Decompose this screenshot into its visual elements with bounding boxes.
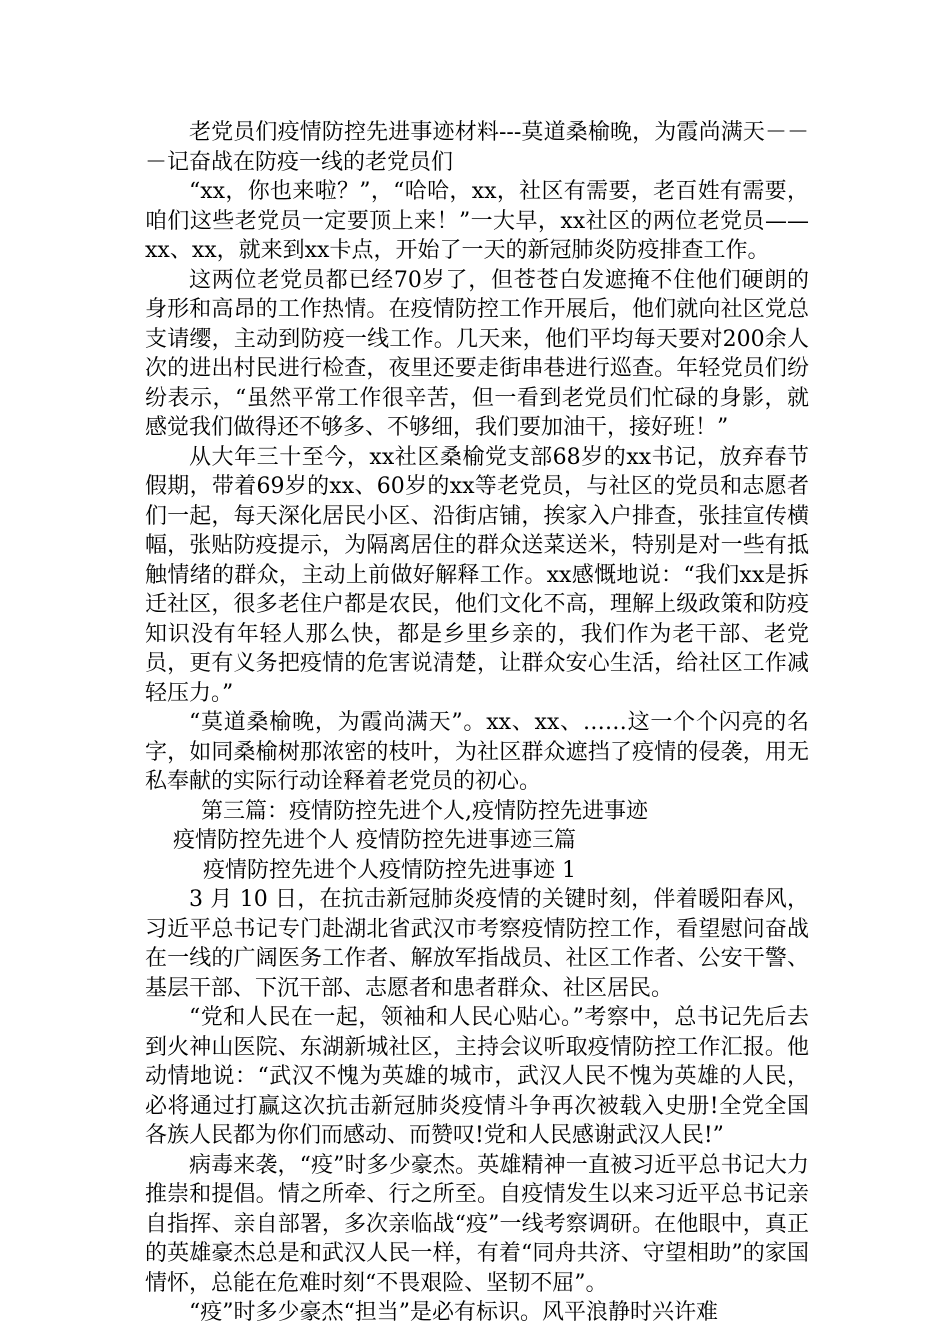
- paragraph: “疫”时多少豪杰“担当”是必有标识。风平浪静时兴许难: [189, 1300, 718, 1325]
- paragraph: “党和人民在一起，领袖和人民心贴心。”考察中，总书记先后去到火神山医院、东湖新城社区，主持会议听取疫情防控工作汇报。他动情地说：“武汉不愧为英雄的城市，武汉人民不愧为英雄的人民，必将通过打赢这次抗击新冠肺炎疫情斗争再次被载入史册!全党全国各族人民都为你们而感动、而赞叹!党和人民感谢武汉人民!”: [145, 1005, 809, 1148]
- article-heading: 疫情防控先进个人疫情防控先进事迹 1: [203, 857, 576, 883]
- paragraph: 这两位老党员都已经70岁了，但苍苍白发遮掩不住他们硬朗的身形和高昂的工作热情。在疫情防控工作开展后，他们就向社区党总支请缨，主动到防疫一线工作。几天来，他们平均每天要对200余人次的进出村民进行检查，夜里还要走街串巷进行巡查。年轻党员们纷纷表示，“虽然平常工作很辛苦，但一看到老党员们忙碌的身影，就感觉我们做得还不够多、不够细，我们要加油干，接好班！”: [145, 267, 809, 440]
- document-title: 老党员们疫情防控先进事迹材料---莫道桑榆晚，为霞尚满天－－－记奋战在防疫一线的老党员们: [145, 120, 809, 175]
- paragraph: 3 月 10 日，在抗击新冠肺炎疫情的关键时刻，伴着暖阳春风，习近平总书记专门赴湖北省武汉市考察疫情防控工作，看望慰问奋战在一线的广阔医务工作者、解放军指战员、社区工作者、公安干警、基层干部、下沉干部、志愿者和患者群众、社区居民。: [145, 887, 809, 1001]
- paragraph: 病毒来袭，“疫”时多少豪杰。英雄精神一直被习近平总书记大力推崇和提倡。情之所牵、行之所至。自疫情发生以来习近平总书记亲自指挥、亲自部署，多次亲临战“疫”一线考察调研。在他眼中，真正的英雄豪杰总是和武汉人民一样，有着“同舟共济、守望相助”的家国情怀，总能在危难时刻“不畏艰险、坚韧不屈”。: [145, 1152, 809, 1296]
- paragraph: “莫道桑榆晚，为霞尚满天”。xx、xx、……这一个个闪亮的名字，如同桑榆树那浓密的枝叶，为社区群众遮挡了疫情的侵袭，用无私奉献的实际行动诠释着老党员的初心。: [145, 710, 809, 794]
- section-heading: 第三篇：疫情防控先进个人,疫情防控先进事迹: [201, 798, 648, 824]
- section-subheading: 疫情防控先进个人 疫情防控先进事迹三篇: [173, 828, 576, 853]
- paragraph: 从大年三十至今，xx社区桑榆党支部68岁的xx书记，放弃春节假期，带着69岁的xx、60岁的xx等老党员，与社区的党员和志愿者们一起，每天深化居民小区、沿街店铺，挨家入户排查，张挂宣传横幅，张贴防疫提示，为隔离居住的群众送菜送米，特别是对一些有抵触情绪的群众，主动上前做好解释工作。xx感慨地说：“我们xx是拆迁社区，很多老住户都是农民，他们文化不高，理解上级政策和防疫知识没有年轻人那么快，都是乡里乡亲的，我们作为老干部、老党员，更有义务把疫情的危害说清楚，让群众安心生活，给社区工作减轻压力。”: [145, 444, 809, 706]
- paragraph: “xx，你也来啦？”，“哈哈，xx，社区有需要，老百姓有需要，咱们这些老党员一定要顶上来！”一大早，xx社区的两位老党员——xx、xx，就来到xx卡点，开始了一天的新冠肺炎防疫排查工作。: [145, 179, 809, 263]
- document-page: [145, 118, 809, 1328]
